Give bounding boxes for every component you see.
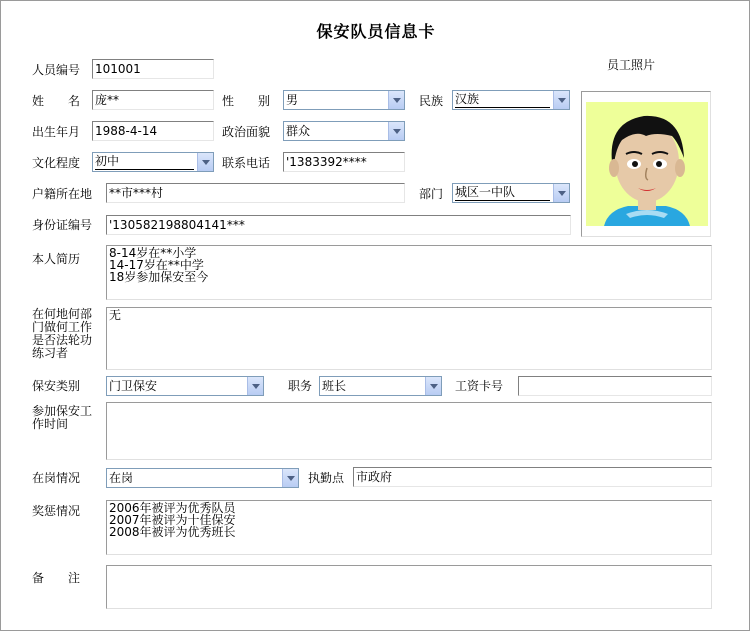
household-address-field[interactable]: **市***村 bbox=[106, 183, 405, 203]
political-status-select[interactable] bbox=[283, 121, 405, 141]
gender-select[interactable] bbox=[283, 90, 405, 110]
label-duty-post: 执勤点 bbox=[308, 471, 345, 485]
duty-status-value: 在岗 bbox=[109, 471, 134, 485]
label-security-type: 保安类别 bbox=[32, 379, 81, 393]
label-start-work-time: 参加保安工作时间 bbox=[32, 404, 93, 431]
label-name: 姓 名 bbox=[32, 94, 81, 108]
resume-line: 18岁参加保安至今 bbox=[109, 270, 209, 284]
remarks-textarea[interactable] bbox=[106, 565, 712, 609]
phone-field[interactable]: '1383392**** bbox=[283, 152, 405, 172]
form-title: 保安队员信息卡 bbox=[316, 22, 436, 41]
label-phone: 联系电话 bbox=[222, 156, 271, 170]
falungong-value: 无 bbox=[109, 308, 122, 322]
label-political-status: 政治面貌 bbox=[222, 125, 271, 139]
label-employee-no: 人员编号 bbox=[32, 63, 81, 77]
employee-portrait-image bbox=[586, 102, 708, 226]
education-select[interactable] bbox=[92, 152, 214, 172]
chevron-down-icon[interactable] bbox=[553, 184, 569, 202]
chevron-down-icon[interactable] bbox=[425, 377, 441, 395]
salary-card-field[interactable] bbox=[518, 376, 712, 396]
education-value: 初中 bbox=[95, 154, 194, 170]
security-type-select[interactable] bbox=[106, 376, 264, 396]
label-gender: 性 别 bbox=[222, 94, 271, 108]
department-select[interactable] bbox=[452, 183, 570, 203]
department-value: 城区一中队 bbox=[455, 185, 550, 201]
chevron-down-icon[interactable] bbox=[282, 469, 298, 487]
id-number-field[interactable]: '130582198804141*** bbox=[106, 215, 571, 235]
label-position: 职务 bbox=[288, 379, 313, 393]
awards-line: 2006年被评为优秀队员 bbox=[109, 501, 236, 515]
label-salary-card: 工资卡号 bbox=[455, 379, 504, 393]
label-duty-status: 在岗情况 bbox=[32, 471, 81, 485]
resume-line: 8-14岁在**小学 bbox=[109, 246, 197, 260]
photo-label: 员工照片 bbox=[607, 58, 656, 72]
awards-textarea[interactable] bbox=[106, 500, 712, 555]
employee-no-field[interactable]: 101001 bbox=[92, 59, 214, 79]
label-department: 部门 bbox=[419, 187, 444, 201]
position-value: 班长 bbox=[322, 379, 347, 393]
chevron-down-icon[interactable] bbox=[388, 91, 404, 109]
falungong-textarea[interactable] bbox=[106, 307, 712, 370]
name-field[interactable]: 庞** bbox=[92, 90, 214, 110]
position-select[interactable] bbox=[319, 376, 442, 396]
label-household-address: 户籍所在地 bbox=[32, 187, 93, 201]
duty-status-select[interactable] bbox=[106, 468, 299, 488]
awards-line: 2007年被评为十佳保安 bbox=[109, 513, 236, 527]
label-education: 文化程度 bbox=[32, 156, 81, 170]
start-work-time-textarea[interactable] bbox=[106, 402, 712, 460]
label-resume: 本人简历 bbox=[32, 252, 81, 266]
label-ethnicity: 民族 bbox=[419, 94, 444, 108]
political-status-value: 群众 bbox=[286, 124, 311, 138]
label-remarks: 备 注 bbox=[32, 571, 81, 585]
resume-line: 14-17岁在**中学 bbox=[109, 258, 204, 272]
resume-textarea[interactable] bbox=[106, 245, 712, 300]
employee-photo bbox=[581, 91, 711, 237]
chevron-down-icon[interactable] bbox=[247, 377, 263, 395]
label-awards: 奖惩情况 bbox=[32, 504, 81, 518]
duty-post-field[interactable]: 市政府 bbox=[353, 467, 712, 487]
chevron-down-icon[interactable] bbox=[553, 91, 569, 109]
chevron-down-icon[interactable] bbox=[388, 122, 404, 140]
label-birth-date: 出生年月 bbox=[32, 125, 81, 139]
gender-value: 男 bbox=[286, 93, 299, 107]
awards-line: 2008年被评为优秀班长 bbox=[109, 525, 236, 539]
security-type-value: 门卫保安 bbox=[109, 379, 158, 393]
ethnicity-value: 汉族 bbox=[455, 92, 550, 108]
chevron-down-icon[interactable] bbox=[197, 153, 213, 171]
birth-date-field[interactable]: 1988-4-14 bbox=[92, 121, 214, 141]
label-id-number: 身份证编号 bbox=[32, 218, 93, 232]
label-falungong: 在何地何部门做何工作是否法轮功练习者 bbox=[32, 307, 93, 360]
ethnicity-select[interactable] bbox=[452, 90, 570, 110]
